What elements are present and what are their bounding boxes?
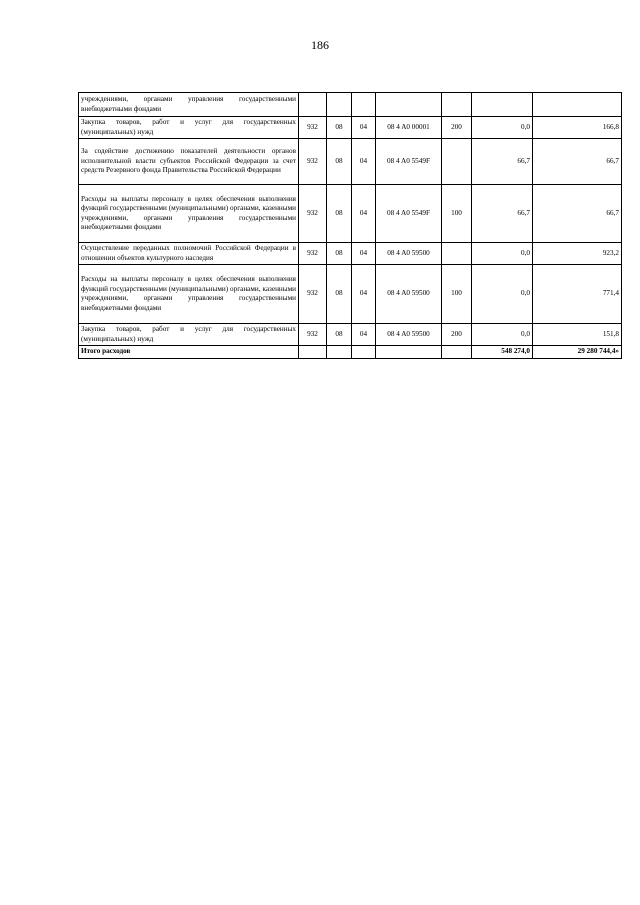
empty-cell <box>352 346 376 359</box>
amount-1-cell: 0,0 <box>472 265 533 324</box>
subsection-code-cell: 04 <box>352 185 376 243</box>
department-code-cell: 932 <box>299 139 327 185</box>
expense-type-cell: 100 <box>442 185 472 243</box>
amount-1-cell: 66,7 <box>472 139 533 185</box>
table-row <box>79 139 622 185</box>
table-row <box>79 243 622 265</box>
subsection-code-cell: 04 <box>352 324 376 346</box>
expense-type-cell: 200 <box>442 117 472 139</box>
subsection-code-cell: 04 <box>352 265 376 324</box>
empty-cell <box>442 346 472 359</box>
amount-1-cell: 0,0 <box>472 117 533 139</box>
section-code-cell: 08 <box>327 265 352 324</box>
amount-1-cell: 0,0 <box>472 243 533 265</box>
amount-1-cell: 66,7 <box>472 185 533 243</box>
target-article-cell: 08 4 A0 5549F <box>376 139 442 185</box>
expense-name-cell: учреждениями, органами управления государственными внебюджетными фондами <box>79 93 299 117</box>
expense-name-cell: За содействие достижению показателей деятельности органов исполнительной власти субъектов Российской Федерации за счет средств Резервного фонда Правительства Российской Федерации <box>79 139 299 185</box>
empty-cell <box>376 346 442 359</box>
target-article-cell: 08 4 A0 59500 <box>376 324 442 346</box>
table-row <box>79 93 622 117</box>
amount-2-cell <box>533 93 622 117</box>
expense-name-cell: Закупка товаров, работ и услуг для государственных (муниципальных) нужд <box>79 117 299 139</box>
table-row <box>79 324 622 346</box>
expense-type-cell: 100 <box>442 265 472 324</box>
expense-name-cell: Расходы на выплаты персоналу в целях обеспечения выполнения функций государственными (муниципальными) органами, казенными учреждениями, органами управления государственными внебюджетными фондами <box>79 185 299 243</box>
expense-name-cell: Закупка товаров, работ и услуг для государственных (муниципальных) нужд <box>79 324 299 346</box>
target-article-cell: 08 4 A0 5549F <box>376 185 442 243</box>
total-row <box>79 346 622 359</box>
target-article-cell: 08 4 A0 59500 <box>376 265 442 324</box>
expense-type-cell <box>442 139 472 185</box>
table-row <box>79 117 622 139</box>
expense-type-cell <box>442 243 472 265</box>
empty-cell <box>327 346 352 359</box>
amount-2-cell: 166,8 <box>533 117 622 139</box>
department-code-cell: 932 <box>299 117 327 139</box>
amount-2-cell: 151,8 <box>533 324 622 346</box>
section-code-cell: 08 <box>327 324 352 346</box>
subsection-code-cell: 04 <box>352 139 376 185</box>
target-article-cell <box>376 93 442 117</box>
subsection-code-cell: 04 <box>352 117 376 139</box>
target-article-cell: 08 4 A0 59500 <box>376 243 442 265</box>
expense-name-cell: Осуществление переданных полномочий Российской Федерации в отношении объектов культурного наследия <box>79 243 299 265</box>
amount-1-cell <box>472 93 533 117</box>
empty-cell <box>299 346 327 359</box>
department-code-cell: 932 <box>299 324 327 346</box>
amount-2-cell: 66,7 <box>533 139 622 185</box>
section-code-cell: 08 <box>327 243 352 265</box>
amount-2-cell: 771,4 <box>533 265 622 324</box>
table-row <box>79 265 622 324</box>
department-code-cell: 932 <box>299 185 327 243</box>
expense-type-cell <box>442 93 472 117</box>
department-code-cell: 932 <box>299 265 327 324</box>
expenditure-table <box>78 92 622 359</box>
section-code-cell: 08 <box>327 139 352 185</box>
table-body <box>79 93 622 359</box>
department-code-cell: 932 <box>299 243 327 265</box>
subsection-code-cell <box>352 93 376 117</box>
section-code-cell: 08 <box>327 185 352 243</box>
subsection-code-cell: 04 <box>352 243 376 265</box>
expense-name-cell: Расходы на выплаты персоналу в целях обеспечения выполнения функций государственными (муниципальными) органами, казенными учреждениями, органами управления государственными внебюджетными фондами <box>79 265 299 324</box>
expense-type-cell: 200 <box>442 324 472 346</box>
target-article-cell: 08 4 A0 00001 <box>376 117 442 139</box>
total-label: Итого расходов <box>79 346 299 359</box>
section-code-cell <box>327 93 352 117</box>
department-code-cell <box>299 93 327 117</box>
page-number: 186 <box>311 38 329 52</box>
total-amount-2: 29 280 744,4» <box>533 346 622 359</box>
amount-2-cell: 66,7 <box>533 185 622 243</box>
section-code-cell: 08 <box>327 117 352 139</box>
amount-1-cell: 0,0 <box>472 324 533 346</box>
total-amount-1: 548 274,0 <box>472 346 533 359</box>
amount-2-cell: 923,2 <box>533 243 622 265</box>
table-row <box>79 185 622 243</box>
